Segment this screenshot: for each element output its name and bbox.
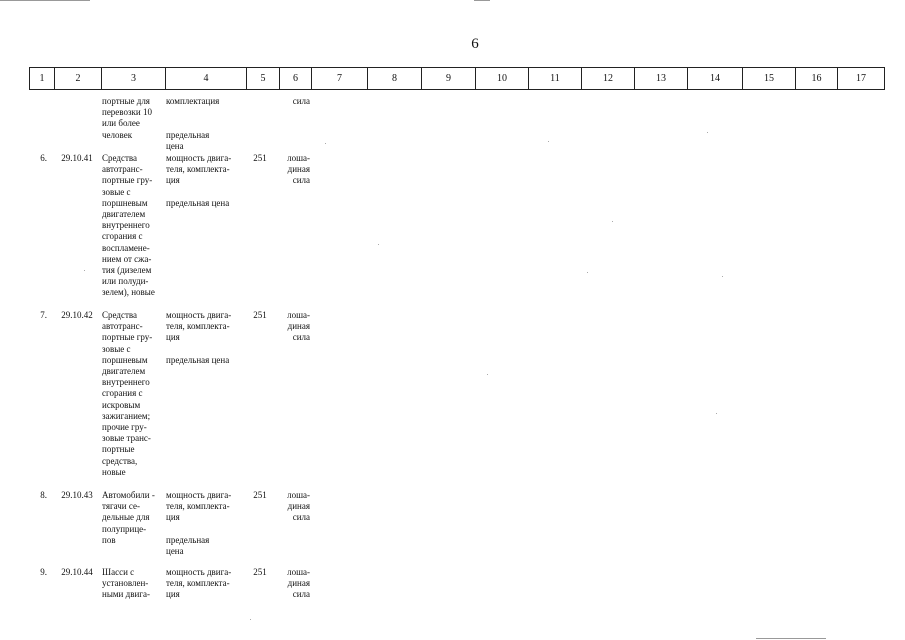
column-number: 8	[368, 68, 422, 90]
row-number: 7.	[40, 310, 47, 320]
okpd-code: 29.10.42	[61, 310, 93, 320]
scan-speck	[587, 272, 588, 273]
row-number: 6.	[40, 153, 47, 163]
characteristic: мощность двига- теля, комплекта- ция	[166, 567, 232, 600]
scan-speck	[707, 132, 708, 133]
column-number: 15	[743, 68, 796, 90]
column-number: 1	[30, 68, 55, 90]
top-scan-artifact	[474, 0, 490, 1]
okpd-code: 29.10.43	[61, 490, 93, 500]
column-number: 11	[529, 68, 582, 90]
page-number: 6	[471, 36, 479, 52]
column-number: 14	[688, 68, 743, 90]
row-number: 9.	[40, 567, 47, 577]
scan-speck	[548, 141, 549, 142]
item-name: Средства автотранс- портные гру- зовые с поршневым двигателем внутреннего сгорания с воспламене- нием от сжа- тия (дизелем или полуди- зелем), новые	[102, 153, 155, 298]
item-name: портные для перевозки 10 или более человек	[102, 96, 152, 140]
unit-name: лоша- диная сила	[287, 153, 310, 186]
bottom-scan-artifact	[756, 638, 826, 639]
scan-speck	[722, 276, 723, 277]
column-number: 10	[476, 68, 529, 90]
scan-speck	[250, 619, 251, 620]
column-number: 4	[166, 68, 247, 90]
unit-name: лоша- диная сила	[287, 567, 310, 600]
characteristic: мощность двига- теля, комплекта- ция предельная цена	[166, 490, 232, 557]
okei-code: 251	[253, 153, 267, 163]
unit-name: сила	[292, 96, 310, 106]
column-number: 3	[102, 68, 166, 90]
column-number: 2	[55, 68, 102, 90]
header-row	[30, 68, 885, 90]
item-name: Средства автотранс- портные гру- зовые с поршневым двигателем внутреннего сгорания с искровым зажиганием; прочие гру- зовые транс- портные средства, новые	[102, 310, 153, 477]
top-scan-artifact	[0, 0, 90, 1]
okei-code: 251	[253, 310, 267, 320]
column-number: 17	[838, 68, 885, 90]
scan-speck	[325, 143, 326, 144]
characteristic: комплектация предельная цена	[166, 96, 220, 151]
unit-name: лоша- диная сила	[287, 490, 310, 523]
scan-speck	[84, 270, 85, 271]
okpd-code: 29.10.41	[61, 153, 93, 163]
scan-speck	[612, 221, 613, 222]
scan-speck	[716, 413, 717, 414]
row-number: 8.	[40, 490, 47, 500]
characteristic: мощность двига- теля, комплекта- ция предельная цена	[166, 310, 232, 365]
column-number-header	[29, 67, 885, 90]
okei-code: 251	[253, 567, 267, 577]
column-number: 5	[247, 68, 280, 90]
item-name: Шасси с установлен- ными двига-	[102, 567, 150, 600]
okei-code: 251	[253, 490, 267, 500]
column-number: 16	[796, 68, 838, 90]
unit-name: лоша- диная сила	[287, 310, 310, 343]
scan-speck	[378, 244, 379, 245]
column-number: 12	[582, 68, 635, 90]
column-number: 6	[280, 68, 312, 90]
okpd-code: 29.10.44	[61, 567, 93, 577]
scan-speck	[487, 374, 488, 375]
column-number: 9	[422, 68, 476, 90]
item-name: Автомобили - тягачи се- дельные для полуприце- пов	[102, 490, 155, 545]
column-number: 13	[635, 68, 688, 90]
characteristic: мощность двига- теля, комплекта- ция предельная цена	[166, 153, 232, 208]
column-number: 7	[312, 68, 368, 90]
